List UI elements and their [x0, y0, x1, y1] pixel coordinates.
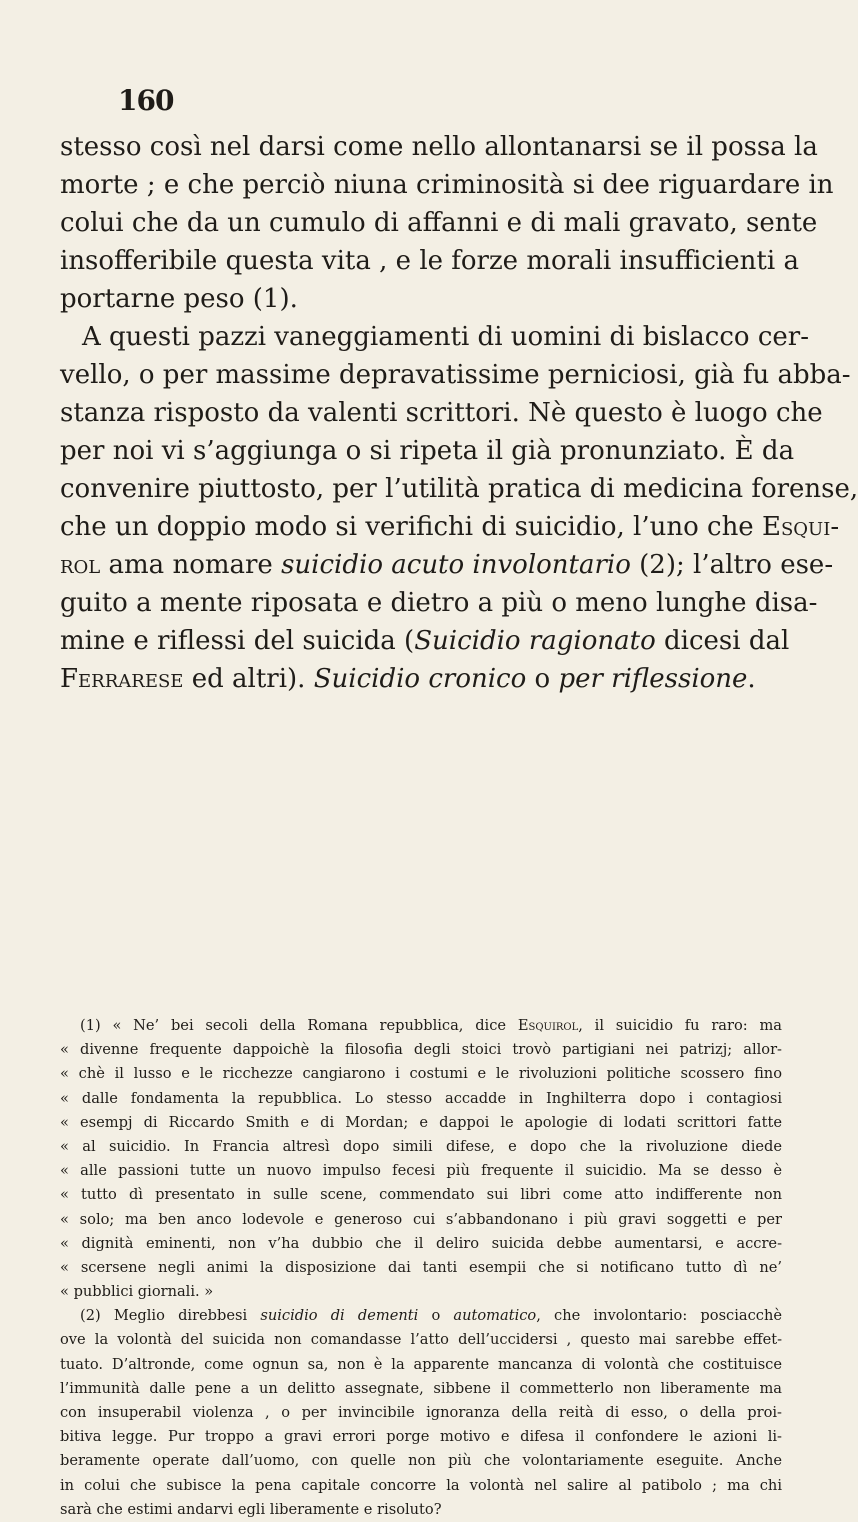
- author-name: Esquirol: [517, 1017, 579, 1034]
- text-line: per noi vi s’aggiunga o si ripeta il già pronunziato. È da: [60, 436, 795, 466]
- footnote-line: con insuperabil violenza , o per invincibile ignoranza della reità di esso, o della proi-: [60, 1404, 782, 1421]
- text-span: mine e riflessi del suicida (: [60, 626, 415, 656]
- text-span: ama nomare: [100, 550, 282, 580]
- text-line: colui che da un cumulo di affanni e di mali gravato, sente: [60, 208, 818, 238]
- author-name: Ferrarese: [60, 664, 184, 694]
- footnote-line: « esempj di Riccardo Smith e di Mordan; e dappoi le apologie di lodati scrittori fatte: [60, 1113, 782, 1131]
- text-line: A questi pazzi vaneggiamenti di uomini di bislacco cer-: [82, 322, 810, 352]
- text-line: [60, 622, 790, 660]
- author-name: Esqui-: [761, 512, 840, 542]
- main-text: [60, 128, 858, 698]
- footnote-line: [60, 1304, 782, 1328]
- footnote-line: « dignità eminenti, non v’ha dubbio che il deliro suicida debbe aumentarsi, e accre-: [60, 1234, 782, 1252]
- italic-term: automatico: [453, 1307, 537, 1325]
- text-span: , il suicidio fu raro: ma: [578, 1017, 782, 1034]
- text-line: stanza risposto da valenti scrittori. Nè questo è luogo che: [60, 398, 823, 428]
- text-line: stesso così nel darsi come nello allontanarsi se il possa la: [60, 132, 818, 162]
- footnote-line: in colui che subisce la pena capitale concorre la volontà nel salire al patibolo ; ma chi: [60, 1476, 782, 1494]
- text-line: vello, o per massime depravatissime perniciosi, già fu abba-: [60, 360, 851, 390]
- footnote-line: « solo; ma ben anco lodevole e generoso cui s’abbandonano i più gravi soggetti e per: [60, 1210, 782, 1228]
- footnote-line: « tutto dì presentato in sulle scene, commendato sui libri come atto indifferente non: [60, 1186, 782, 1204]
- footnote-line: bitiva legge. Pur troppo a gravi errori porge motivo e difesa il confondere le azioni li-: [60, 1428, 782, 1446]
- text-span: , che involontario: posciacchè: [536, 1307, 782, 1325]
- footnote-line: « divenne frequente dappoichè la filosofia degli stoici trovò partigiani nei patrizj; allor-: [60, 1041, 782, 1059]
- text-span: dicesi dal: [655, 626, 790, 656]
- text-line: portarne peso (1).: [60, 284, 298, 314]
- italic-term: Suicidio cronico: [313, 664, 527, 694]
- italic-term: suicidio acuto involontario: [281, 550, 631, 580]
- italic-term: Suicidio ragionato: [414, 626, 656, 656]
- text-span: o: [526, 664, 559, 694]
- footnote-line: « pubblici giornali. »: [60, 1283, 214, 1301]
- text-span: (1) « Ne’ bei secoli della Romana repubblica, dice: [80, 1017, 518, 1034]
- page-number: 160: [118, 84, 174, 117]
- text-span: ed altri).: [183, 664, 314, 694]
- italic-term: per riflessione: [558, 664, 748, 694]
- footnote-line: ove la volontà del suicida non comandasse l’atto dell’uccidersi , questo mai sarebbe effet-: [60, 1331, 782, 1349]
- text-line: convenire piuttosto, per l’utilità pratica di medicina forense,: [60, 474, 858, 504]
- footnote-line: [60, 1014, 782, 1038]
- text-span: che un doppio modo si verifichi di suicidio, l’uno che: [60, 512, 762, 542]
- footnote-line: « alle passioni tutte un nuovo impulso fecesi più frequente il suicidio. Ma se desso è: [60, 1162, 782, 1180]
- text-line: [60, 546, 834, 584]
- author-name: rol: [60, 550, 101, 580]
- footnote-line: beramente operate dall’uomo, con quelle non più che volontariamente eseguite. Anche: [60, 1452, 782, 1470]
- text-span: .: [747, 664, 756, 694]
- footnote-line: « dalle fondamenta la repubblica. Lo stesso accadde in Inghilterra dopo i contagiosi: [60, 1089, 782, 1107]
- footnote-line: sarà che estimi andarvi egli liberamente e risoluto?: [60, 1500, 442, 1518]
- text-line: guito a mente riposata e dietro a più o meno lunghe disa-: [60, 588, 818, 618]
- text-span: o: [418, 1307, 454, 1325]
- text-line: morte ; e che perciò niuna criminosità si dee riguardare in: [60, 170, 834, 200]
- text-line: [60, 508, 840, 546]
- footnote-line: « al suicidio. In Francia altresì dopo simili difese, e dopo che la rivoluzione diede: [60, 1137, 782, 1155]
- text-line: [60, 660, 780, 698]
- text-line: insofferibile questa vita , e le forze morali insufficienti a: [60, 246, 799, 276]
- footnote-line: tuato. D’altronde, come ognun sa, non è la apparente mancanza di volontà che costituisce: [60, 1355, 782, 1373]
- italic-term: suicidio di dementi: [260, 1307, 419, 1325]
- footnote-line: « chè il lusso e le ricchezze cangiarono i costumi e le rivoluzioni politiche scossero fino: [60, 1065, 782, 1083]
- text-span: (2); l’altro ese-: [630, 550, 834, 580]
- footnote-line: « scersene negli animi la disposizione dai tanti esempii che si notificano tutto dì ne’: [60, 1258, 782, 1276]
- text-span: (2) Meglio direbbesi: [80, 1307, 261, 1325]
- footnotes: [60, 1014, 782, 1522]
- footnote-line: l’immunità dalle pene a un delitto assegnate, sibbene il commetterlo non liberamente ma: [60, 1379, 782, 1397]
